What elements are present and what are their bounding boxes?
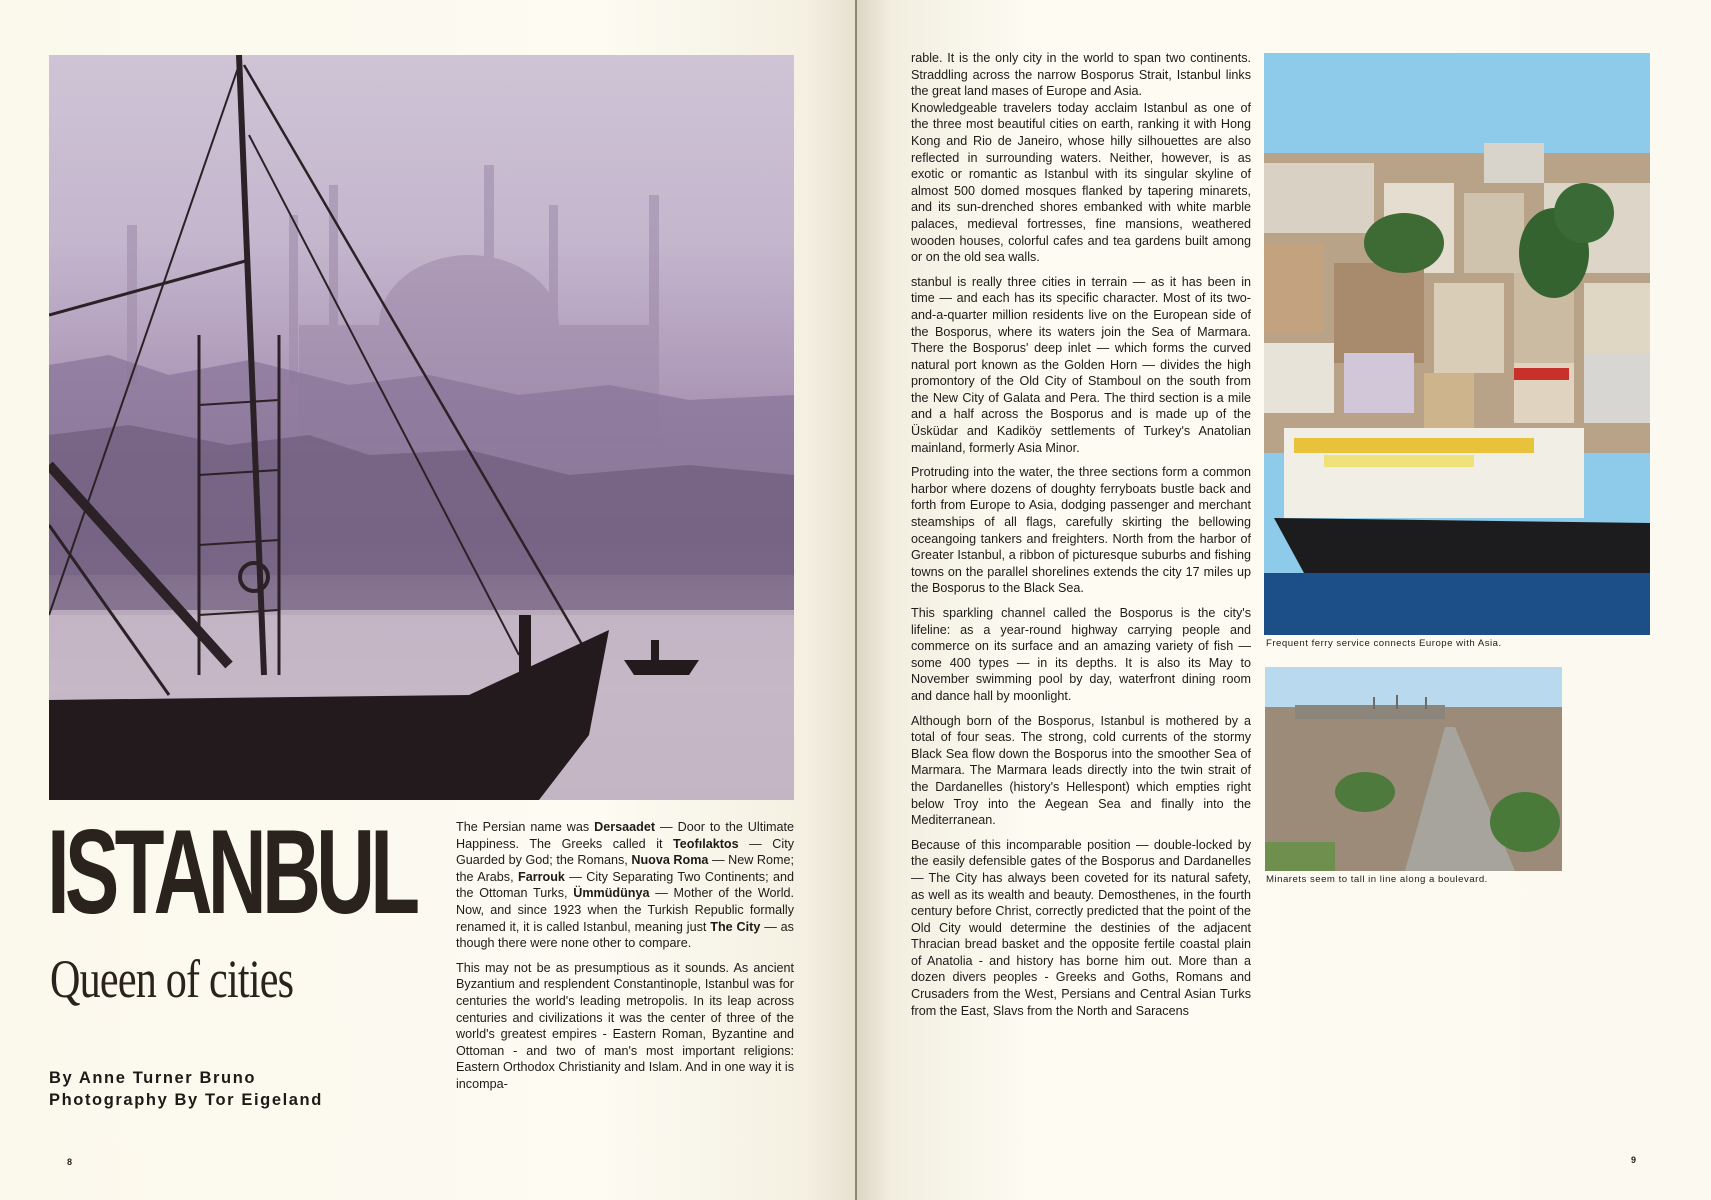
boulevard-photo xyxy=(1265,667,1562,871)
bold-name: Dersaadet xyxy=(594,820,656,834)
body-paragraph: This sparkling channel called the Bosporus is the city's lifeline: as a year-round highway carrying people and commerce on its surface and an amazing variety of fish — some 400 types — in its depths. It is also its May to November swimming pool by day, waterfront dining room and dance hall by moonlight. xyxy=(911,606,1251,703)
body-paragraph: Although born of the Bosporus, Istanbul is mothered by a total of four seas. The strong, cold currents of the stormy Black Sea flow down the Bosporus into the smoother Sea of Marmara. The Marmara leads directly into the twin strait of the Dardanelles (history's Hellespont) which empties right below Troy into the Aegean Sea and finally into the Mediterranean. xyxy=(911,713,1251,828)
ferry-photo-caption: Frequent ferry service connects Europe with Asia. xyxy=(1266,638,1502,649)
bold-name: Teofılaktos xyxy=(673,836,739,851)
bold-name: Nuova Roma xyxy=(631,853,709,868)
body-paragraph: Knowledgeable travelers today acclaim Istanbul as one of the three most beautiful cities on earth, ranking it with Hong Kong and Rio de Janeiro, whose hilly silhouettes are also reflected in surrounding waters. Neither, however, is as exotic or romantic as Istanbul with its singular skyline of almost 500 domed mosques flanked by tapering minarets, and its sun-drenched shores embanked with white marble palaces, medieval fortresses, fine mansions, weathered wooden houses, colorful cafes and tea gardens built among or on the old sea walls. xyxy=(911,100,1251,265)
page-number: 9 xyxy=(1631,1155,1637,1165)
author-credit: By Anne Turner Bruno xyxy=(49,1069,257,1087)
rower xyxy=(651,640,659,660)
byline xyxy=(49,1067,323,1111)
ship-skyline-illustration xyxy=(49,55,794,800)
mosque xyxy=(1295,705,1445,719)
rowboat xyxy=(624,660,699,675)
body-paragraph: Because of this incomparable position — double-locked by the easily defensible gates of the Bosporus and Dardanelles — The City has always been coveted for its natural safety, as well as its wealth and beauty. Demosthenes, in the fourth century before Christ, correctly predicted that the point of the Old City would determine the destinies of the adjacent Thracian bread basket and the opposite fertile coastal plain of Anatolia - and history has borne him out. More than a dozen divers peoples - Greeks and Goths, Romans and Crusaders from the West, Persians and Central Asian Turks from the East, Slavs from the North and Saracens xyxy=(911,837,1251,1018)
body-paragraph: Protruding into the water, the three sections form a common harbor where dozens of doughty ferryboats bustle back and forth from Europe to Asia, dodging passenger and merchant steamships of all flags, carefully skirting the bellowing oceangoing tankers and freighters. North from the harbor of Greater Istanbul, a ribbon of picturesque suburbs and fishing towns on the parallel shorelines extends the city 17 miles up the Bosporus to the Black Sea. xyxy=(911,465,1251,596)
boulevard-photo-caption: Minarets seem to tall in line along a boulevard. xyxy=(1266,874,1488,885)
photography-credit: Photography By Tor Eigeland xyxy=(49,1091,323,1109)
main-photo-ship-skyline xyxy=(49,55,794,800)
hillside-buildings xyxy=(1264,143,1650,453)
ferry-illustration xyxy=(1264,53,1650,635)
left-text-column xyxy=(456,819,794,1101)
ferry-photo xyxy=(1264,53,1650,635)
right-text-column xyxy=(911,50,1251,1027)
bold-name: The City xyxy=(710,919,761,934)
bold-name: Ümmüdünya xyxy=(573,886,650,901)
body-paragraph: rable. It is the only city in the world to span two continents. Straddling across the narrow Bosporus Strait, Istanbul links the great land mases of Europe and Asia. xyxy=(911,51,1251,99)
article-title: ISTANBUL xyxy=(47,805,416,939)
intro-paragraph: The Persian name was Dersaadet — Door to the Ultimate Happiness. The Greeks called it Teofılaktos — City Guarded by God; the Romans, Nuova Roma — New Rome; the Arabs, Farrouk — City Separating Two Continents; and the Ottoman Turks, Ümmüdünya — Mother of the World. Now, and since 1923 when the Turkish Republic formally renamed it, it is called Istanbul, meaning just The City — as though there were none other to compare. xyxy=(456,820,795,951)
body-paragraph: stanbul is really three cities in terrain — as it has been in time — and each has its specific character. Most of its two-and-a-quarter million residents live on the European side of the Bosporus, where its waters join the Sea of Marmara. There the Bosporus' deep inlet — which forms the curved natural port known as the Golden Horn — divides the high promontory of the Old City of Stamboul on the south from the New City of Galata and Pera. The third section is a mile and a half across the Bosporus and is made up of the Üsküdar and Kadiköy settlements of Turkey's Anatolian mainland, formerly Asia Minor. xyxy=(911,274,1251,455)
page-number: 8 xyxy=(67,1157,73,1167)
boulevard-illustration xyxy=(1265,667,1562,871)
bold-name: Farrouk xyxy=(518,869,565,884)
article-subtitle: Queen of cities xyxy=(50,949,294,1009)
trees xyxy=(1335,772,1395,812)
ship-funnel xyxy=(519,615,531,705)
body-paragraph: This may not be as presumptious as it sounds. As ancient Byzantium and resplendent Constantinople, Istanbul was for centuries the world's leading metropolis. In its leap across centuries and civilizations it was the center of three of the world's greatest empires - Eastern Roman, Byzantine and Ottoman - and two of man's most important religions: Eastern Orthodox Christianity and Islam. And in one way it is incompa- xyxy=(456,960,794,1091)
water xyxy=(1264,573,1650,635)
